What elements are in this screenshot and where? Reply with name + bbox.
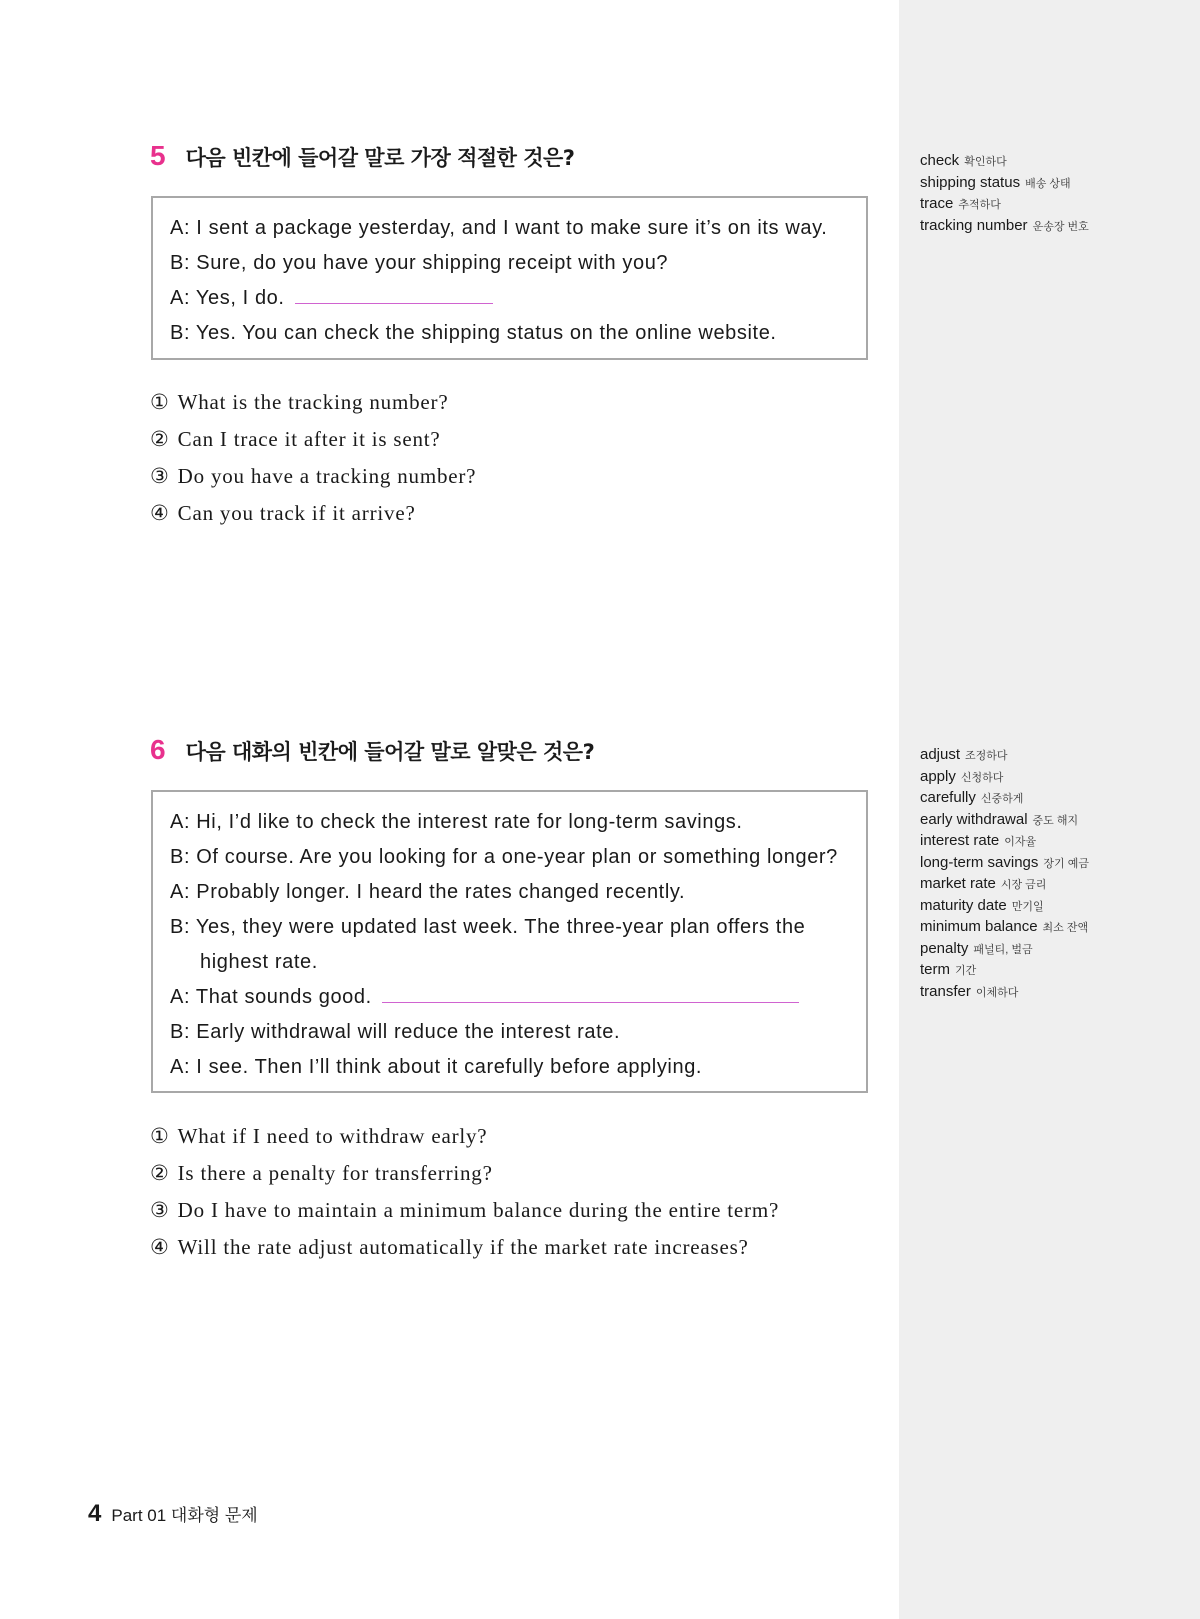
vocab-ko: 추적하다: [958, 199, 1001, 211]
dialogue-line: B: Of course. Are you looking for a one-year plan or something longer?: [170, 846, 838, 868]
vocab-ko: 시장 금리: [1000, 879, 1047, 891]
vocab-item: [920, 830, 1089, 852]
option-mark: ①: [150, 1124, 170, 1148]
option-1[interactable]: [150, 1118, 779, 1155]
page-footer: [88, 1500, 258, 1528]
dialogue-line: B: Yes, they were updated last week. The three-year plan offers the: [170, 916, 806, 938]
vocab-en: carefully: [920, 789, 976, 806]
option-mark: ④: [150, 1235, 170, 1259]
vocab-item: [920, 852, 1089, 874]
vocab-item: [920, 873, 1089, 895]
vocab-item: [920, 172, 1089, 194]
page-number: 4: [88, 1500, 102, 1527]
vocab-item: [920, 981, 1089, 1003]
option-mark: ①: [150, 390, 170, 414]
option-text: Is there a penalty for transferring?: [177, 1161, 493, 1185]
option-mark: ③: [150, 1198, 170, 1222]
option-mark: ②: [150, 427, 170, 451]
dialogue-line-text: A: That sounds good.: [170, 986, 372, 1008]
vocab-en: adjust: [920, 746, 961, 763]
option-text: Can you track if it arrive?: [177, 501, 416, 525]
vocab-ko: 배송 상태: [1025, 177, 1071, 190]
dialogue-box: [151, 790, 868, 1093]
vocab-en: early withdrawal: [920, 810, 1028, 828]
vocab-ko: 장기 예금: [1043, 857, 1089, 870]
vocab-list-6: [920, 744, 1089, 1002]
vocab-en: apply: [920, 767, 956, 785]
option-2[interactable]: [150, 421, 476, 458]
vocab-ko: 이체하다: [975, 986, 1019, 999]
answer-blank: [295, 302, 493, 304]
vocab-en: maturity date: [920, 896, 1007, 914]
option-1[interactable]: [150, 384, 476, 421]
vocab-en: term: [920, 961, 950, 978]
vocab-ko: 패널티, 벌금: [973, 943, 1033, 956]
answer-blank: [382, 1001, 799, 1003]
vocab-en: transfer: [920, 982, 971, 1000]
vocab-en: minimum balance: [920, 918, 1038, 935]
dialogue-line: A: Probably longer. I heard the rates changed recently.: [170, 881, 686, 903]
option-mark: ③: [150, 464, 170, 488]
question-title: 다음 대화의 빈칸에 들어갈 말로 알맞은 것은?: [185, 740, 595, 764]
option-4[interactable]: [150, 495, 476, 532]
vocab-ko: 이자율: [1004, 836, 1037, 848]
question-6-header: [150, 736, 594, 766]
vocab-item: [920, 193, 1089, 215]
dialogue-line: A: Hi, I’d like to check the interest rate for long-term savings.: [170, 811, 743, 833]
footer-label: Part 01 대화형 문제: [111, 1506, 258, 1525]
vocab-ko: 신중하게: [980, 793, 1024, 805]
vocab-item: [920, 895, 1089, 917]
option-3[interactable]: [150, 458, 476, 495]
vocab-ko: 확인하다: [964, 156, 1007, 168]
vocab-ko: 중도 해지: [1032, 814, 1079, 827]
vocab-ko: 조정하다: [965, 750, 1008, 762]
vocab-en: trace: [920, 195, 954, 212]
vocab-item: [920, 787, 1089, 809]
vocab-ko: 만기일: [1011, 900, 1044, 913]
vocab-en: tracking number: [920, 216, 1028, 234]
option-4[interactable]: [150, 1229, 779, 1266]
option-2[interactable]: [150, 1155, 779, 1192]
answer-options: [150, 1118, 779, 1266]
answer-options: [150, 384, 476, 532]
vocab-en: shipping status: [920, 173, 1021, 191]
vocab-en: penalty: [920, 939, 969, 957]
dialogue-line: [170, 980, 866, 1015]
question-number: 5: [150, 140, 166, 171]
option-mark: ④: [150, 501, 170, 525]
vocab-item: [920, 766, 1089, 788]
question-title: 다음 빈칸에 들어갈 말로 가장 적절한 것은?: [185, 146, 575, 170]
vocab-item: [920, 744, 1089, 766]
vocab-item: [920, 150, 1089, 172]
dialogue-line: A: I see. Then I’ll think about it carefully before applying.: [170, 1056, 703, 1078]
dialogue-line: B: Yes. You can check the shipping status on the online website.: [170, 322, 777, 344]
vocab-en: market rate: [920, 875, 996, 892]
vocab-ko: 신청하다: [960, 771, 1004, 784]
vocab-ko: 기간: [955, 965, 977, 977]
vocab-ko: 최소 잔액: [1042, 922, 1089, 934]
vocab-en: interest rate: [920, 832, 1000, 849]
option-mark: ②: [150, 1161, 170, 1185]
option-text: Do you have a tracking number?: [177, 464, 477, 488]
dialogue-line: B: Sure, do you have your shipping receipt with you?: [170, 252, 669, 274]
question-5-header: [150, 142, 575, 172]
option-text: What if I need to withdraw early?: [177, 1124, 488, 1148]
vocab-item: [920, 916, 1089, 938]
dialogue-line-text: A: Yes, I do.: [170, 287, 285, 309]
vocab-item: [920, 959, 1089, 981]
option-text: Can I trace it after it is sent?: [177, 427, 441, 451]
question-number: 6: [150, 734, 166, 765]
dialogue-line: [170, 281, 866, 316]
dialogue-line: B: Early withdrawal will reduce the interest rate.: [170, 1021, 621, 1043]
vocab-ko: 운송장 번호: [1032, 220, 1089, 233]
dialogue-line: A: I sent a package yesterday, and I want to make sure it’s on its way.: [170, 217, 828, 239]
vocab-item: [920, 809, 1089, 831]
vocab-item: [920, 215, 1089, 237]
option-3[interactable]: [150, 1192, 779, 1229]
option-text: Do I have to maintain a minimum balance during the entire term?: [177, 1198, 780, 1222]
option-text: What is the tracking number?: [177, 390, 449, 414]
vocab-en: check: [920, 152, 960, 169]
dialogue-line: highest rate.: [200, 951, 318, 973]
option-text: Will the rate adjust automatically if the market rate increases?: [177, 1235, 749, 1259]
dialogue-box: [151, 196, 868, 360]
vocab-en: long-term savings: [920, 853, 1039, 871]
vocab-list-5: [920, 150, 1089, 236]
vocab-item: [920, 938, 1089, 960]
